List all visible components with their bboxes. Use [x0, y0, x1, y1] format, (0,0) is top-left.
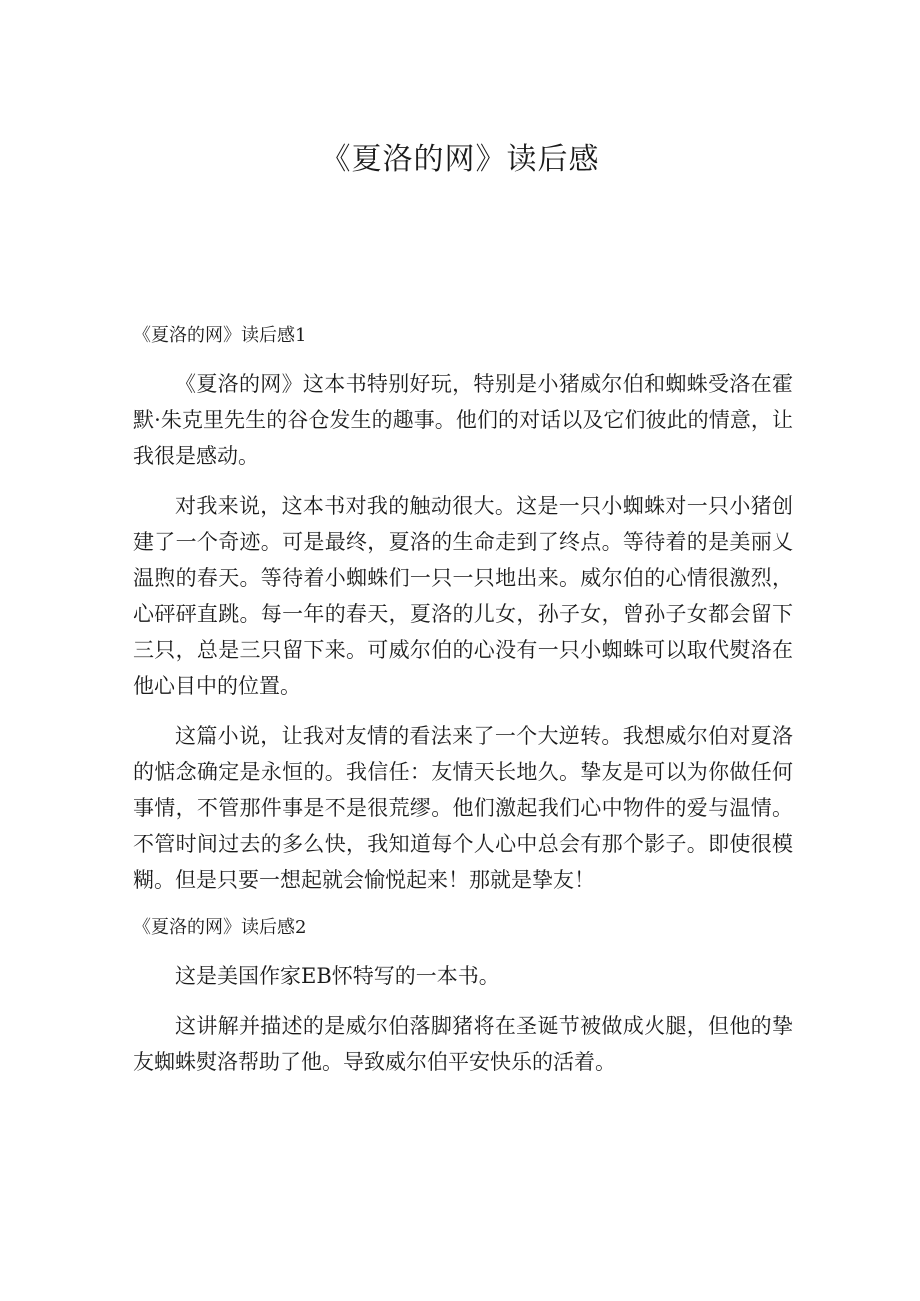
paragraph-2-1: 这是美国作家EB怀特写的一本书。: [175, 964, 500, 988]
document-title: 《夏洛的网》读后感: [320, 142, 600, 177]
paragraph-1-3: 这篇小说，让我对友情的看法来了一个大逆转。我想威尔伯对夏洛的惦念确定是永恒的。我信任：友情天长地久。挚友是可以为你做任何事情，不管那件事是不是很荒缪。他们激起我们心中物件的爱与温情。不管时间过去的多么快，我知道每个人心中总会有那个影子。即使很模糊。但是只要一想起就会愉悦起来！那就是挚友！: [133, 724, 793, 892]
paragraph-1-1: 《夏洛的网》这本书特别好玩，特别是小猪威尔伯和蜘蛛受洛在霍默·朱克里先生的谷仓发生的趣事。他们的对话以及它们彼此的情意，让我很是感动。: [133, 372, 793, 468]
document-body: [133, 318, 793, 1080]
section-heading-2: 《夏洛的网》读后感2: [133, 917, 307, 938]
section-heading-1: 《夏洛的网》读后感1: [133, 325, 307, 346]
paragraph-2-2: 这讲解并描述的是威尔伯落脚猪将在圣诞节被做成火腿，但他的挚友蜘蛛熨洛帮助了他。导致威尔伯平安快乐的活着。: [133, 1014, 793, 1074]
paragraph-1-2: 对我来说，这本书对我的触动很大。这是一只小蜘蛛对一只小猪创建了一个奇迹。可是最终，夏洛的生命走到了终点。等待着的是美丽乂温煦的春天。等待着小蜘蛛们一只一只地出来。威尔伯的心情很激烈，心砰砰直跳。每一年的春天，夏洛的儿女，孙子女，曾孙子女都会留下三只，总是三只留下来。可威尔伯的心没有一只小蜘蛛可以取代熨洛在他心目中的位置。: [133, 494, 793, 698]
